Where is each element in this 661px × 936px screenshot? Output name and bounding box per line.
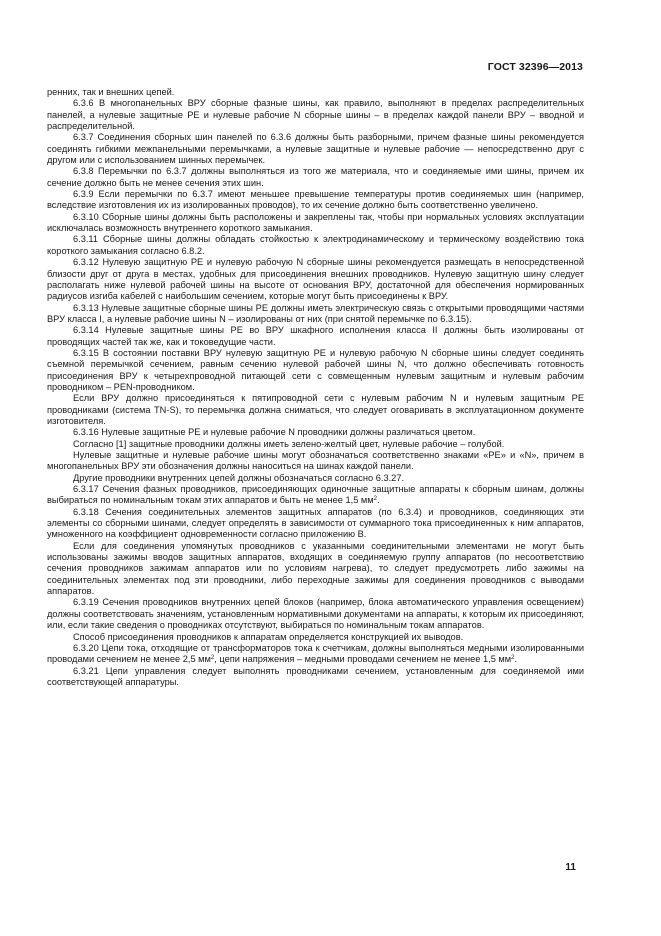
paragraph-6-3-12: 6.3.12 Нулевую защитную PE и нулевую рабочую N сборные шины рекомендуется размещать в непосредственной близости друг от друга в местах, удобных для присоединения внешних проводников. Нулевую защитную шину следует располагать ниже нулевой рабочей шины на высоте от основания ВРУ, достаточной для обеспечения нормированных радиусов изгиба кабелей с наибольшим сечением, которые могут быть присоединены к ВРУ. — [47, 257, 584, 302]
paragraph-6-3-19: 6.3.19 Сечения проводников внутренних цепей блоков (например, блока автоматического управления освещением) должны соответствовать значениям, установленным нормативными документами на аппараты, к которым их присоединяют, или, если такие сведения о проводниках отсутствуют, выбираться по номинальным токам аппаратов. — [47, 597, 584, 631]
paragraph-6-3-8: 6.3.8 Перемычки по 6.3.7 должны выполняться из того же материала, что и соединяемые ими шины, причем их сечение должно быть не менее сечения этих шин. — [47, 166, 584, 188]
body-text — [47, 87, 584, 688]
paragraph-6-3-16: 6.3.16 Нулевые защитные PE и нулевые рабочие N проводники должны различаться цветом. — [73, 427, 476, 438]
paragraph-6-3-15: 6.3.15 В состоянии поставки ВРУ нулевую защитную PE и нулевую рабочую N сборные шины следует соединять съемной перемычкой сечением, равным сечению нулевой рабочей шины N, что должно обеспечивать готовность присоединения ВРУ к четырехпроводной питающей сети с совмещенным нулевым защитным и нулевым рабочим проводником – PEN-проводником. — [47, 347, 584, 392]
paragraph-6-3-15-note: Если ВРУ должно присоединяться к пятипроводной сети с нулевым рабочим N и нулевым защитным PE проводниками (система TN-S), то перемычка должна сниматься, что следует оговаривать в эксплуатационном документе изготовителя. — [47, 393, 584, 426]
paragraph-6-3-11: 6.3.11 Сборные шины должны обладать стойкостью к электродинамическому и термическому воздействию тока короткого замыкания согласно 6.8.2. — [47, 234, 584, 256]
page-number: 11 — [565, 862, 576, 873]
paragraph-6-3-6: 6.3.6 В многопанельных ВРУ сборные фазные шины, как правило, выполняют в пределах распределительных панелей, а нулевые защитные PE и нулевые рабочие N сборные шины – в пределах каждой панели ВРУ – вводной и распределительной. — [47, 98, 584, 132]
paragraph-6-3-10: 6.3.10 Сборные шины должны быть расположены и закреплены так, чтобы при нормальных условиях эксплуатации исключалась возможность внутреннего короткого замыкания. — [47, 211, 584, 234]
paragraph-continuation: ренних, так и внешних цепей. — [47, 87, 175, 97]
paragraph-6-3-18-note: Если для соединения упомянутых проводников с указанными соединительными элементами не могут быть использованы зажимы вводов защитных аппаратов, входящих в соединяемую группу аппаратов (по несоответствию сечения проводников зажимам аппаратов или по условиям нагрева), то следует предусмотреть либо зажимы на соединительных элементах под эти проводники, либо переходные зажимы для соединения проводников с выводами аппаратов. — [47, 540, 584, 597]
paragraph-6-3-9: 6.3.9 Если перемычки по 6.3.7 имеют меньшее превышение температуры против соединяемых шин (например, вследствие изготовления их из изолированных проводов), то их сечение должно быть соответственно увеличено. — [47, 189, 584, 211]
paragraph-6-3-16-marking: Нулевые защитные и нулевые рабочие шины могут обозначаться соответственно знаками «PE» и «N», причем в многопанельных ВРУ эти обозначения должны наноситься на шинах каждой панели. — [47, 450, 584, 472]
paragraph-6-3-14: 6.3.14 Нулевые защитные шины PE во ВРУ шкафного исполнения класса II должны быть изолированы от проводящих частей так же, как и токоведущие части. — [47, 325, 584, 347]
paragraph-6-3-17: 6.3.17 Сечения фазных проводников, присоединяющих одиночные защитные аппараты к сборным шинам, должны выбираться по номинальным токам этих аппаратов и быть не менее 1,5 $мм^2$. — [47, 484, 584, 506]
paragraph-6-3-20: 6.3.20 Цепи тока, отходящие от трансформаторов тока к счетчикам, должны выполняться медными изолированными проводами сечением не менее 2,5 $мм^2$, цепи напряжения – медными проводами сечением не менее 1,5 $мм^2$. — [47, 642, 584, 665]
paragraph-6-3-16-colors: Согласно [1] защитные проводники должны иметь зелено-желтый цвет, нулевые рабочие – голубой. — [73, 438, 505, 449]
paragraph-6-3-19-note: Способ присоединения проводников к аппаратам определяется конструкцией их выводов. — [73, 631, 464, 642]
paragraph-6-3-18: 6.3.18 Сечения соединительных элементов защитных аппаратов (по 6.3.4) и проводников, соединяющих эти элементы со сборными шинами, следует определять в зависимости от суммарного тока присоединенных к ним аппаратов, умноженного на коэффициент одновременности согласно приложению В. — [47, 506, 584, 540]
document-code: ГОСТ 32396—2013 — [487, 61, 583, 73]
paragraph-6-3-7: 6.3.7 Соединения сборных шин панелей по 6.3.6 должны быть разборными, причем фазные шины рекомендуется соединять гибкими межпанельными перемычками, а нулевые защитные и нулевые рабочие — непосредственно друг с другом или с использованием шинных перемычек. — [47, 132, 584, 166]
paragraph-6-3-13: 6.3.13 Нулевые защитные сборные шины PE должны иметь электрическую связь с открытыми проводящими частями ВРУ класса I, а нулевые рабочие шины N – изолированы от них (при снятой перемычке по 6.3.15). — [47, 302, 584, 324]
paragraph-6-3-16-other: Другие проводники внутренних цепей должны обозначаться согласно 6.3.27. — [73, 472, 405, 483]
paragraph-6-3-21: 6.3.21 Цепи управления следует выполнять проводниками сечением, установленным для соединяемой ими соответствующей аппаратуры. — [47, 665, 584, 687]
